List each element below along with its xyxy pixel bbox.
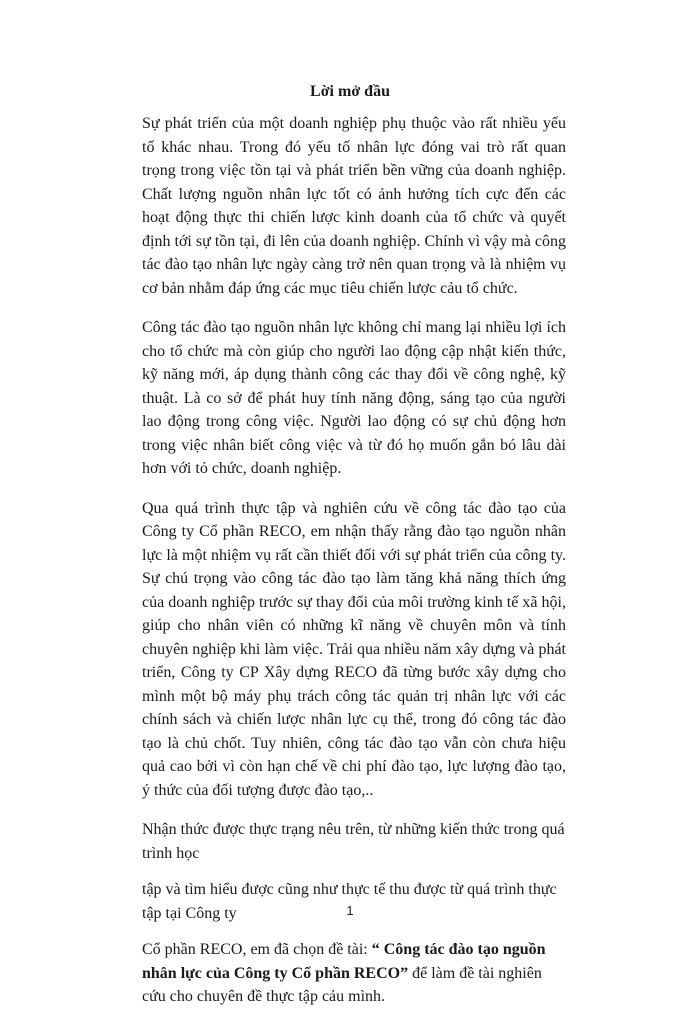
paragraph-internship: Qua quá trình thực tập và nghiên cứu về công tác đào tạo của Công ty Cổ phần RECO, em nhận thấy rằng đào tạo nguồn nhân lực là một nhiệm vụ rất cần thiết đối với sự phát triển của công ty. Sự chú trọng vào công tác đào tạo làm tăng khả năng thích ứng của doanh nghiệp trước sự thay đổi của môi trường kinh tế xã hội, giúp cho nhân viên có những kĩ năng về chuyên môn và tính chuyên nghiệp khi làm việc. Trải qua nhiều năm xây dựng và phát triển, Công ty CP Xây dựng RECO đã từng bước xây dựng cho mình một bộ máy phụ trách công tác quản trị nhân lực với các chính sách và chiến lược nhân lực cụ thể, trong đó công tác đào tạo là chủ chốt. Tuy nhiên, công tác đào tạo vẫn còn chưa hiệu quả cao bởi vì còn hạn chế về chi phí đào tạo, lực lượng đào tạo, ý thức của đối tượng được đào tạo,..	[142, 499, 566, 799]
paragraph-intro: Sự phát triển của một doanh nghiệp phụ thuộc vào rất nhiều yếu tố khác nhau. Trong đó yếu tố nhân lực đóng vai trò rất quan trọng trong việc tồn tại và phát triển bền vững của doanh nghiệp. Chất lượng nguồn nhân lực tốt có ảnh hưởng tích cực đến các hoạt động thực thi chiến lược kinh doanh của tổ chức và quyết định tới sự tồn tại, đi lên của doanh nghiệp. Chính vì vậy mà công tác đào tạo nhân lực ngày càng trở nên quan trọng và là nhiệm vụ cơ bản nhằm đáp ứng các mục tiêu chiến lược cảu tổ chức.	[142, 115, 566, 297]
paragraph-awareness-line2: tập và tìm hiểu được cũng như thực tế thu được từ quá trình thực tập tại Công ty	[142, 881, 557, 922]
topic-title: “ Công tác đào tạo nguồn nhân lực của Công ty Cổ phần RECO”	[142, 941, 546, 982]
paragraph-benefits: Công tác đào tạo nguồn nhân lực không chỉ mang lại nhiều lợi ích cho tổ chức mà còn giúp cho người lao động cập nhật kiến thức, kỹ năng mới, áp dụng thành công các thay đổi về công nghệ, kỹ thuật. Là co sở để phát huy tính năng động, sáng tạo của người lao động trong công việc. Người lao động có sự chủ động hơn trong việc nhân biết công việc và từ đó họ muốn gắn bó lâu dài hơn với tỏ chức, doanh nghiệp.	[142, 319, 566, 477]
topic-trail-text: để làm đề tài nghiên cứu cho chuyên đề thực tập cảu mình.	[142, 964, 542, 1005]
paragraph-topic-choice	[142, 938, 566, 1009]
topic-lead-text: Cổ phần RECO, em đã chọn đề tài:	[142, 941, 372, 958]
document-body	[142, 112, 566, 1022]
paragraph-awareness-line1: Nhận thức được thực trạng nêu trên, từ những kiến thức trong quá trình học	[142, 821, 565, 862]
document-title: Lời mở đầu	[310, 83, 390, 100]
page-number: 1	[346, 903, 354, 918]
